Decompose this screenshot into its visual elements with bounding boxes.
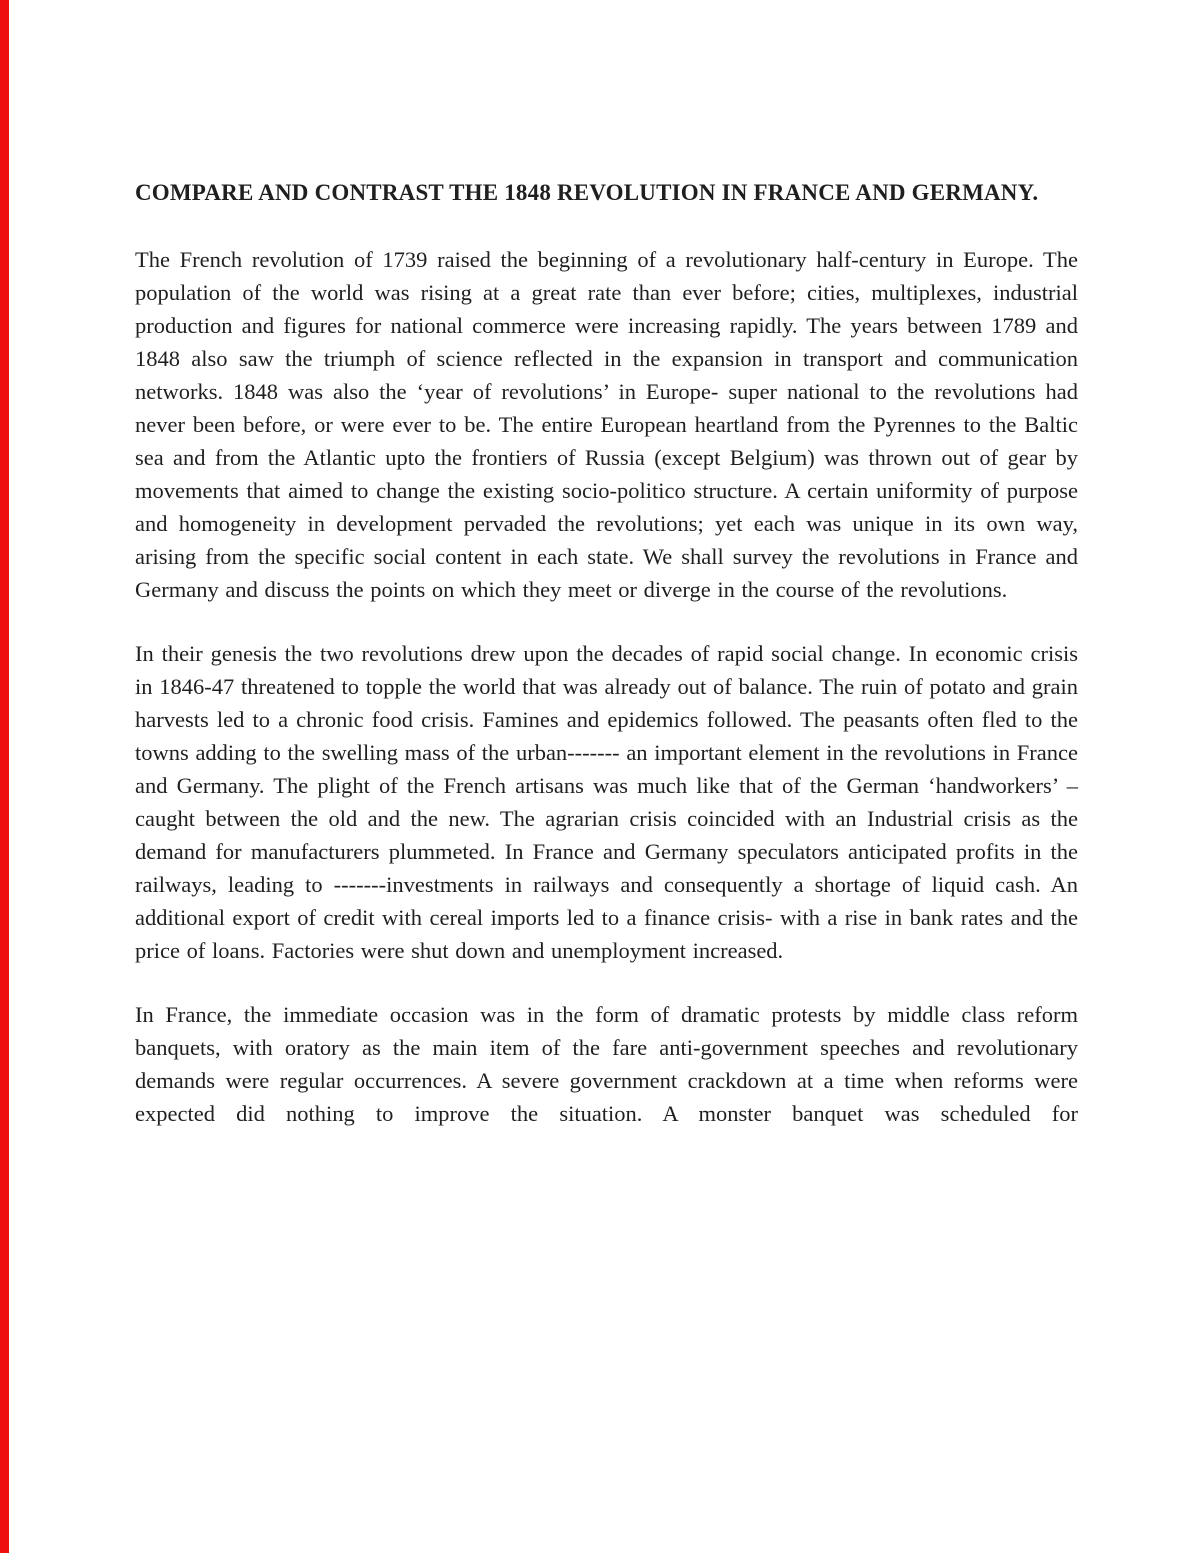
paragraph-france: In France, the immediate occasion was in the form of dramatic protests by middle class reform banquets, with oratory as the main item of the fare anti-government speeches and revolutionary demands were regular occurrences. A severe government crackdown at a time when reforms were expected did nothing to improve the situation. A monster banquet was scheduled for (135, 1002, 1078, 1126)
document-title: COMPARE AND CONTRAST THE 1848 REVOLUTION IN FRANCE AND GERMANY. (135, 180, 1039, 205)
paragraph-intro: The French revolution of 1739 raised the beginning of a revolutionary half-century in Europe. The population of the world was rising at a great rate than ever before; cities, multiplexes, industrial production and figures for national commerce were increasing rapidly. The years between 1789 and 1848 also saw the triumph of science reflected in the expansion in transport and communication networks. 1848 was also the ‘year of revolutions’ in Europe- super national to the revolutions had never been before, or were ever to be. The entire European heartland from the Pyrennes to the Baltic sea and from the Atlantic upto the frontiers of Russia (except Belgium) was thrown out of gear by movements that aimed to change the existing socio-politico structure. A certain uniformity of purpose and homogeneity in development pervaded the revolutions; yet each was unique in its own way, arising from the specific social content in each state. We shall survey the revolutions in France and Germany and discuss the points on which they meet or diverge in the course of the revolutions. (135, 247, 1078, 602)
document-content (135, 176, 1078, 1130)
paragraph-genesis: In their genesis the two revolutions drew upon the decades of rapid social change. In economic crisis in 1846-47 threatened to topple the world that was already out of balance. The ruin of potato and grain harvests led to a chronic food crisis. Famines and epidemics followed. The peasants often fled to the towns adding to the swelling mass of the urban------- an important element in the revolutions in France and Germany. The plight of the French artisans was much like that of the German ‘handworkers’ –caught between the old and the new. The agrarian crisis coincided with an Industrial crisis as the demand for manufacturers plummeted. In France and Germany speculators anticipated profits in the railways, leading to -------investments in railways and consequently a shortage of liquid cash. An additional export of credit with cereal imports led to a finance crisis- with a rise in bank rates and the price of loans. Factories were shut down and unemployment increased. (135, 641, 1078, 963)
red-accent-bar (0, 0, 9, 1553)
